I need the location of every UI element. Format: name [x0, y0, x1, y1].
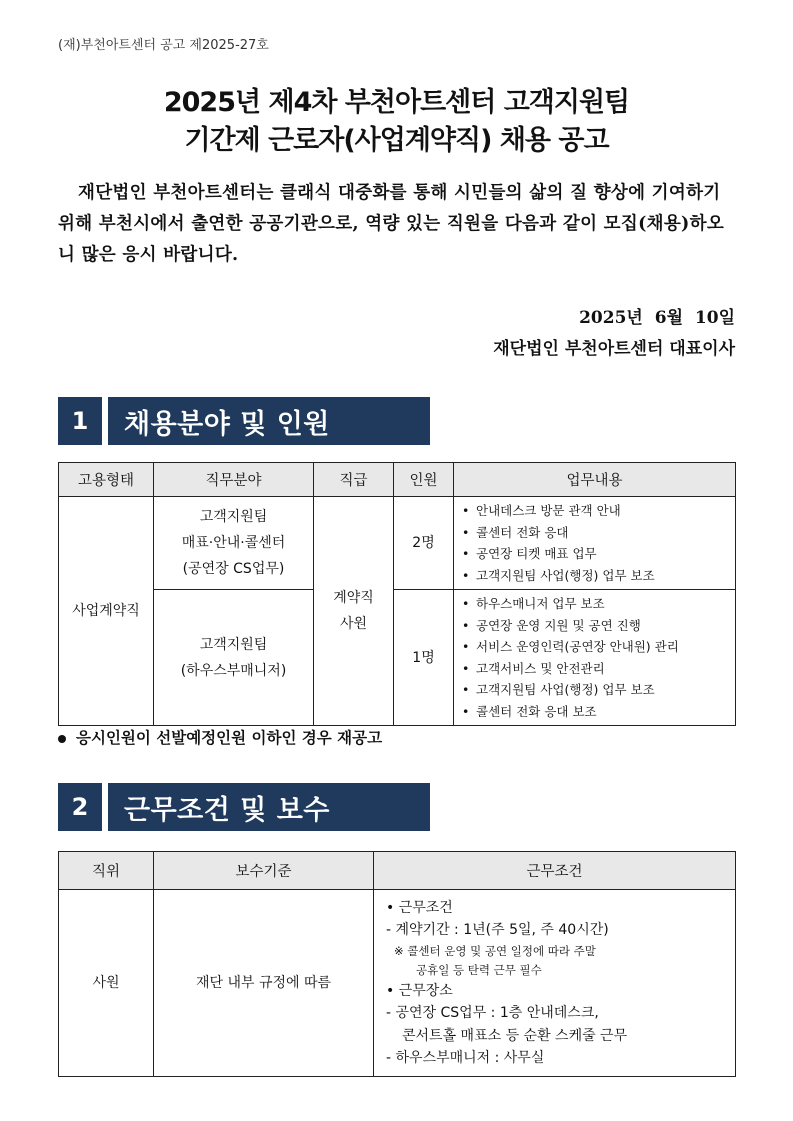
condition-note-line: ※ 콜센터 운영 및 공연 일정에 따라 주말 — [394, 943, 596, 958]
recruitment-table-header — [59, 463, 736, 497]
conditions-cell — [374, 890, 736, 1077]
duties-cell — [454, 497, 736, 590]
list-item: • 고객지원팀 사업(행정) 업무 보조 — [462, 565, 735, 587]
table-row — [59, 890, 736, 1077]
list-item: • 공연장 티켓 매표 업무 — [462, 543, 735, 565]
list-item: • 콜센터 전화 응대 — [462, 522, 735, 544]
condition-line: • 근무조건 — [386, 899, 453, 916]
pay-basis-cell: 재단 내부 규정에 따름 — [154, 890, 374, 1077]
reannouncement-note-text: 응시인원이 선발예정인원 이하인 경우 재공고 — [76, 728, 383, 747]
condition-line: - 공연장 CS업무 : 1층 안내데스크, — [386, 1005, 599, 1021]
col-header-job-field: 직무분야 — [154, 463, 314, 497]
list-item: • 고객서비스 및 안전관리 — [462, 658, 735, 680]
job-field-cell — [154, 497, 314, 590]
conditions-list — [374, 893, 735, 1074]
intro-paragraph — [58, 178, 738, 271]
document-title-line2: 기간제 근로자(사업계약직) 채용 공고 — [184, 125, 609, 156]
notice-number: (재)부천아트센터 공고 제2025-27호 — [58, 38, 269, 53]
job-field-line: 고객지원팀 — [199, 509, 268, 525]
section1-header — [58, 397, 430, 445]
list-item: • 안내데스크 방문 관객 안내 — [462, 500, 735, 522]
col-header-rank: 직급 — [314, 463, 394, 497]
rank-line: 사원 — [339, 616, 368, 632]
section2-number: 2 — [58, 783, 102, 831]
section1-title: 채용분야 및 인원 — [108, 397, 430, 445]
section2-header — [58, 783, 430, 831]
list-item: • 서비스 운영인력(공연장 안내원) 관리 — [462, 636, 735, 658]
headcount-cell: 2명 — [394, 497, 454, 590]
condition-line: - 계약기간 : 1년(주 5일, 주 40시간) — [386, 922, 609, 938]
job-field-line: (공연장 CS업무) — [182, 561, 285, 577]
section1-number: 1 — [58, 397, 102, 445]
conditions-table-header — [59, 852, 736, 890]
job-field-line: 고객지원팀 — [199, 636, 268, 653]
document-title-line1: 2025년 제4차 부천아트센터 고객지원팀 — [163, 87, 630, 118]
list-item: • 공연장 운영 지원 및 공연 진행 — [462, 615, 735, 637]
col-header-conditions: 근무조건 — [374, 852, 736, 890]
intro-text: 재단법인 부천아트센터는 클래식 대중화를 통해 시민들의 삶의 질 향상에 기여하기 위해 부천시에서 출연한 공공기관으로, 역량 있는 직원을 다음과 같이 모집(채용)하오니 많은 응시 바랍니다. — [58, 183, 725, 265]
recruitment-table — [58, 462, 736, 726]
job-field-cell — [154, 590, 314, 726]
reannouncement-note — [58, 726, 382, 748]
col-header-duties: 업무내용 — [454, 463, 736, 497]
duties-cell — [454, 590, 736, 726]
table-row — [59, 590, 736, 726]
condition-line: - 하우스부매니저 : 사무실 — [386, 1050, 545, 1066]
issuer-organization: 재단법인 부천아트센터 대표이사 — [493, 339, 735, 359]
job-field-line: (하우스부매니저) — [180, 662, 287, 679]
col-header-employment-type: 고용형태 — [59, 463, 154, 497]
rank-line: 계약직 — [333, 590, 374, 606]
condition-line: 콘서트홀 매표소 등 순환 스케줄 근무 — [402, 1027, 628, 1044]
rank-cell — [314, 497, 394, 726]
condition-note-line: 공휴일 등 탄력 근무 필수 — [416, 962, 542, 977]
announcement-date: 2025년 6월 10일 — [579, 308, 735, 328]
col-header-pay-basis: 보수기준 — [154, 852, 374, 890]
headcount-cell: 1명 — [394, 590, 454, 726]
bullet-icon — [58, 735, 66, 743]
job-field-line: 매표·안내·콜센터 — [181, 535, 286, 551]
duties-list — [454, 497, 735, 589]
employment-type-cell: 사업계약직 — [59, 497, 154, 726]
col-header-position: 직위 — [59, 852, 154, 890]
duties-list — [454, 590, 735, 725]
conditions-table — [58, 851, 736, 1077]
condition-line: • 근무장소 — [386, 982, 453, 999]
col-header-headcount: 인원 — [394, 463, 454, 497]
list-item: • 고객지원팀 사업(행정) 업무 보조 — [462, 679, 735, 701]
list-item: • 콜센터 전화 응대 보조 — [462, 701, 735, 723]
position-cell: 사원 — [59, 890, 154, 1077]
table-row — [59, 497, 736, 590]
list-item: • 하우스매니저 업무 보조 — [462, 593, 735, 615]
section2-title: 근무조건 및 보수 — [108, 783, 430, 831]
